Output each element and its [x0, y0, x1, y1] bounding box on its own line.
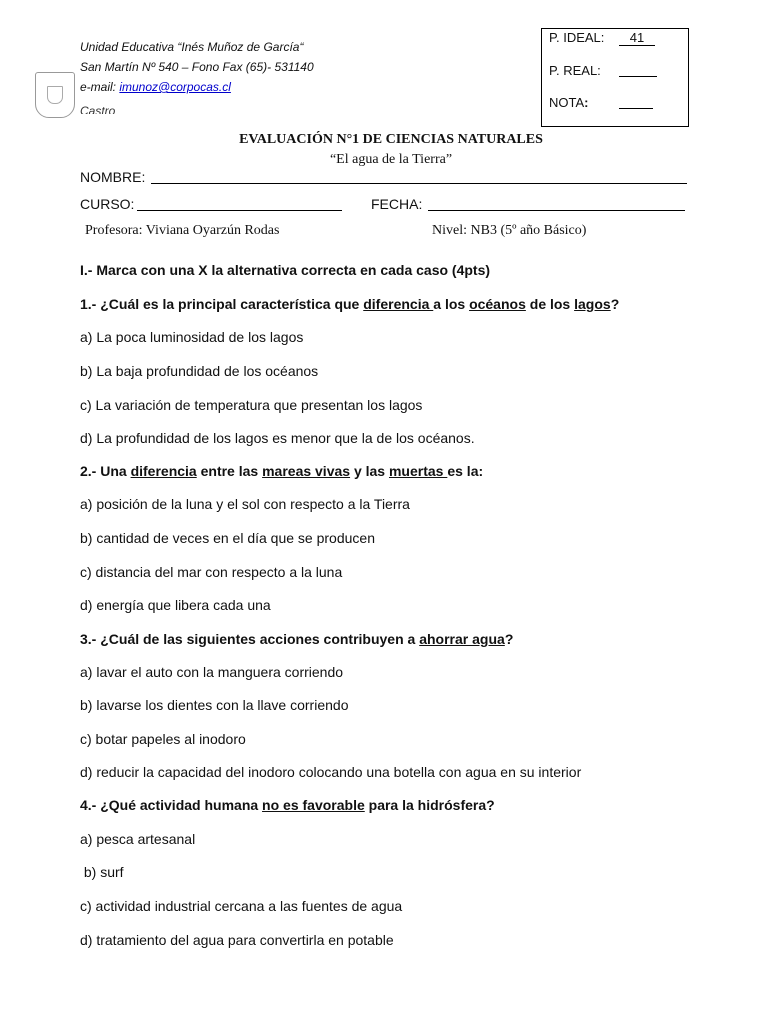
- nota-label-wrap: [549, 95, 619, 110]
- q3-text-2: ?: [504, 631, 514, 647]
- q1-option-a[interactable]: a) La poca luminosidad de los lagos: [80, 329, 304, 345]
- q2-keyword-mareas-vivas: mareas vivas: [262, 463, 351, 479]
- q3-option-d[interactable]: d) reducir la capacidad del inodoro colocando una botella con agua en su interior: [80, 764, 582, 780]
- q1-keyword-lagos: lagos: [574, 296, 611, 312]
- q4-option-d[interactable]: d) tratamiento del agua para convertirla en potable: [80, 932, 394, 948]
- q1-text-3: de los: [525, 296, 575, 312]
- curso-label: CURSO:: [80, 196, 135, 212]
- real-blank: [619, 63, 657, 77]
- score-real-row: [549, 63, 657, 78]
- school-email-line: [80, 77, 314, 97]
- q1-keyword-diferencia: diferencia: [363, 296, 434, 312]
- ideal-value: 41: [619, 30, 655, 46]
- score-box: [541, 28, 689, 127]
- nombre-line[interactable]: [151, 183, 687, 184]
- q3-option-a[interactable]: a) lavar el auto con la manguera corriendo: [80, 664, 344, 680]
- nota-blank: [619, 95, 653, 109]
- q2-option-b[interactable]: b) cantidad de veces en el día que se producen: [80, 530, 375, 546]
- q4-text-1: 4.- ¿Qué actividad humana: [80, 797, 263, 813]
- profesora-label: Profesora: Viviana Oyarzún Rodas: [85, 223, 280, 238]
- q1-text-1: 1.- ¿Cuál es la principal característica que: [80, 296, 364, 312]
- q3-keyword-ahorrar-agua: ahorrar agua: [419, 631, 505, 647]
- q4-option-b[interactable]: b) surf: [80, 864, 124, 880]
- email-link[interactable]: imunoz@corpocas.cl: [119, 80, 231, 94]
- curso-line[interactable]: [137, 210, 342, 211]
- nombre-label: NOMBRE:: [80, 169, 146, 185]
- shield-icon: [47, 86, 63, 104]
- q2-keyword-muertas: muertas: [388, 463, 448, 479]
- email-label: e-mail:: [80, 80, 120, 94]
- q3-option-b[interactable]: b) lavarse los dientes con la llave corriendo: [80, 697, 349, 713]
- question-2: [80, 463, 483, 479]
- school-logo: [35, 72, 75, 118]
- q1-option-c[interactable]: c) La variación de temperatura que presentan los lagos: [80, 397, 423, 413]
- q1-text-2: a los: [433, 296, 470, 312]
- school-info: [80, 37, 314, 97]
- q2-text-3: y las: [350, 463, 389, 479]
- q4-text-2: para la hidrósfera?: [364, 797, 495, 813]
- q1-text-4: ?: [610, 296, 620, 312]
- school-city-cut: Castro: [80, 104, 116, 114]
- question-4: [80, 797, 495, 813]
- real-label: P. REAL:: [549, 63, 601, 78]
- score-nota-row: [549, 95, 653, 110]
- q4-keyword-no-favorable: no es favorable: [262, 797, 365, 813]
- q3-option-c[interactable]: c) botar papeles al inodoro: [80, 731, 246, 747]
- fecha-label: FECHA:: [371, 196, 423, 212]
- q2-text-2: entre las: [196, 463, 263, 479]
- nota-colon: :: [584, 95, 589, 110]
- q1-option-d[interactable]: d) La profundidad de los lagos es menor que la de los océanos.: [80, 430, 475, 446]
- question-3: [80, 631, 513, 647]
- fecha-line[interactable]: [428, 210, 685, 211]
- q2-text-1: 2.- Una: [80, 463, 131, 479]
- q2-keyword-diferencia: diferencia: [130, 463, 197, 479]
- q2-option-a[interactable]: a) posición de la luna y el sol con respecto a la Tierra: [80, 496, 410, 512]
- ideal-label: P. IDEAL:: [549, 30, 605, 45]
- q2-option-c[interactable]: c) distancia del mar con respecto a la luna: [80, 564, 343, 580]
- score-ideal-row: [549, 30, 655, 46]
- exam-subtitle: “El agua de la Tierra”: [329, 152, 453, 167]
- question-1: [80, 296, 619, 312]
- nivel-label: Nivel: NB3 (5º año Básico): [432, 223, 587, 238]
- q3-text-1: 3.- ¿Cuál de las siguientes acciones contribuyen a: [80, 631, 420, 647]
- nota-label: NOTA: [549, 95, 585, 110]
- q2-option-d[interactable]: d) energía que libera cada una: [80, 597, 271, 613]
- q4-option-c[interactable]: c) actividad industrial cercana a las fuentes de agua: [80, 898, 403, 914]
- exam-title: EVALUACIÓN N°1 DE CIENCIAS NATURALES: [239, 132, 543, 147]
- q2-text-4: es la:: [447, 463, 484, 479]
- school-name: Unidad Educativa “Inés Muñoz de García“: [80, 40, 304, 54]
- q1-keyword-oceanos: océanos: [469, 296, 526, 312]
- q1-option-b[interactable]: b) La baja profundidad de los océanos: [80, 363, 319, 379]
- school-address: San Martín Nº 540 – Fono Fax (65)- 531140: [80, 60, 314, 74]
- section-instruction: I.- Marca con una X la alternativa correcta en cada caso (4pts): [80, 262, 491, 278]
- q4-option-a[interactable]: a) pesca artesanal: [80, 831, 196, 847]
